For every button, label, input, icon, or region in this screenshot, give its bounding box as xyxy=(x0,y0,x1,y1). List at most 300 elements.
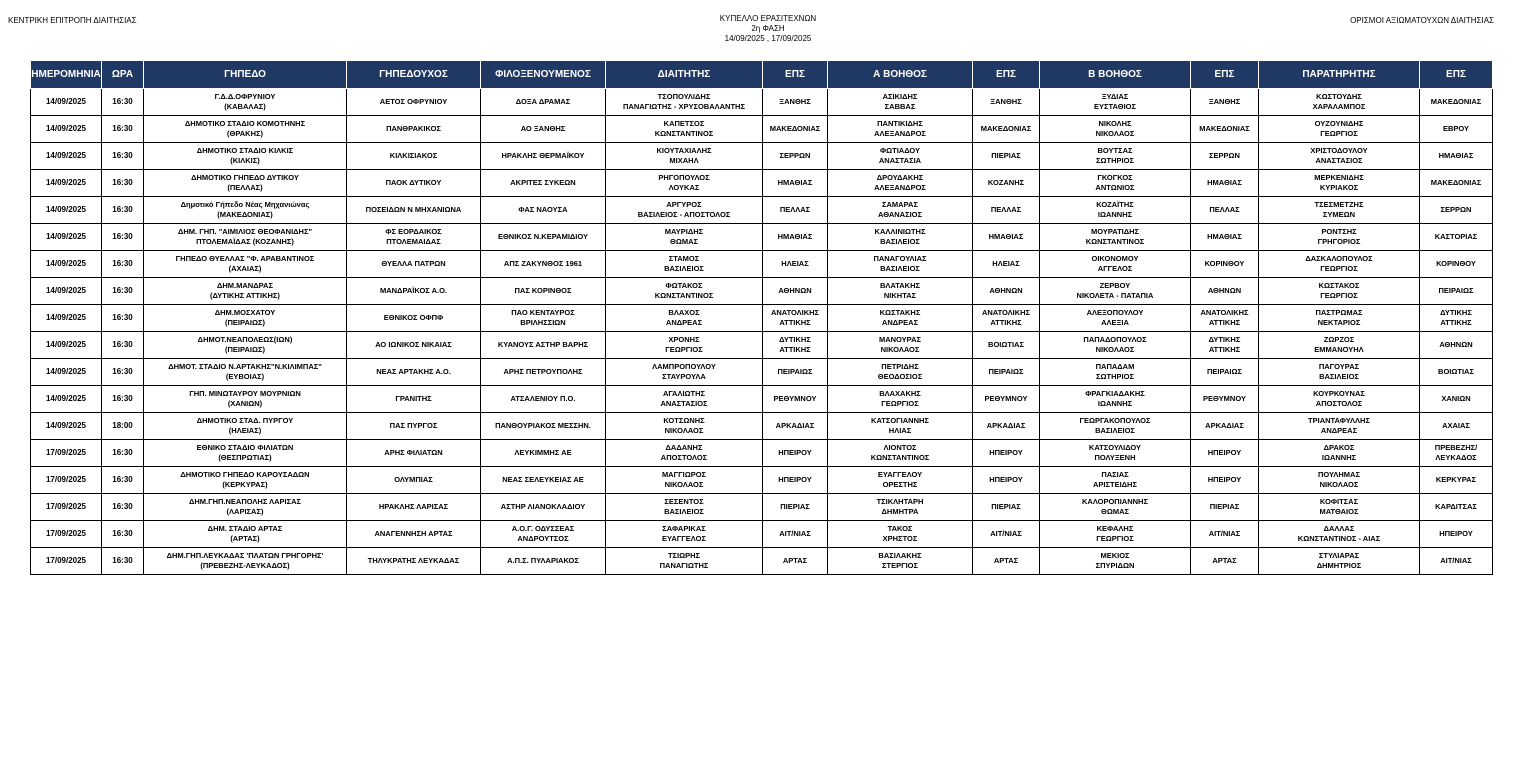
referee-cell xyxy=(606,116,763,143)
cell-line: ΠΙΕΡΙΑΣ xyxy=(1209,502,1240,511)
eps-cell xyxy=(1420,224,1493,251)
away-team-cell xyxy=(481,359,606,386)
cell-line: ΑΛΕΞΙΑ xyxy=(1101,318,1129,327)
cell-line: ΑΝΔΡΕΑΣ xyxy=(881,318,919,327)
eps-cell xyxy=(763,548,828,575)
date-cell: 17/09/2025 xyxy=(31,521,102,548)
document-subtitle: ΟΡΙΣΜΟΙ ΑΞΙΩΜΑΤΟΥΧΩΝ ΔΙΑΙΤΗΣΙΑΣ xyxy=(1350,16,1494,25)
assistant2-cell xyxy=(1040,305,1191,332)
cell-line: ΔΗΜ. ΣΤΑΔΙΟ ΑΡΤΑΣ xyxy=(207,524,283,533)
cell-line: ΠΙΕΡΙΑΣ xyxy=(991,502,1021,511)
cell-line: ΗΡΑΚΛΗΣ ΛΑΡΙΣΑΣ xyxy=(378,502,449,511)
cell-line: ΔΑΔΑΝΗΣ xyxy=(665,443,703,452)
cell-line: ΑΝΤΩΝΙΟΣ xyxy=(1095,183,1135,192)
home-team-cell xyxy=(347,197,481,224)
cell-line: ΑΝΑΓΕΝΝΗΣΗ ΑΡΤΑΣ xyxy=(374,529,453,538)
cell-line: ΔΗΜΟΤ.ΝΕΑΠΟΛΕΩΣ(ΙΩΝ) xyxy=(197,335,293,344)
referee-cell xyxy=(606,332,763,359)
cell-line: ΚΕΦΑΛΗΣ xyxy=(1096,524,1134,533)
cell-line: ΝΙΚΟΛΑΟΣ xyxy=(1095,345,1135,354)
cell-line: ΕΥΣΤΑΘΙΟΣ xyxy=(1094,102,1136,111)
eps-cell xyxy=(763,332,828,359)
away-team-cell xyxy=(481,521,606,548)
time-cell: 16:30 xyxy=(102,278,144,305)
cell-line: ΗΠΕΙΡΟΥ xyxy=(1439,529,1473,538)
cell-line: Α.Ο.Γ. ΟΔΥΣΣΕΑΣ xyxy=(511,524,575,533)
table-row xyxy=(31,332,1493,359)
cell-line: ΔΗΜ. ΓΗΠ. "ΑΙΜΙΛΙΟΣ ΘΕΟΦΑΝΙΔΗΣ" xyxy=(177,227,313,236)
cell-line: ΠΑΟΚ ΔΥΤΙΚΟΥ xyxy=(385,178,442,187)
cell-line: ΑΟ ΞΑΝΘΗΣ xyxy=(520,124,566,133)
cell-line: ΑΙΤ/ΝΙΑΣ xyxy=(1440,556,1472,565)
cell-line: ΘΩΜΑΣ xyxy=(669,237,698,246)
cell-line: ΑΝΑΣΤΑΣΙΑ xyxy=(878,156,922,165)
cell-line: ΒΑΣΙΛΕΙΟΣ xyxy=(664,507,704,516)
time-cell: 16:30 xyxy=(102,251,144,278)
cell-line: ΔΑΣΚΑΛΟΠΟΥΛΟΣ xyxy=(1305,254,1373,263)
cell-line: ΦΩΤΑΚΟΣ xyxy=(665,281,703,290)
assistant2-cell xyxy=(1040,440,1191,467)
cell-line: ΦΑΣ ΝΑΟΥΣΑ xyxy=(518,205,568,214)
cell-line: ΛΕΥΚΙΜΜΗΣ ΑΕ xyxy=(514,448,572,457)
cell-line: (ΛΑΡΙΣΑΣ) xyxy=(226,507,264,516)
away-team-cell xyxy=(481,548,606,575)
home-team-cell xyxy=(347,116,481,143)
eps-cell xyxy=(763,521,828,548)
eps-cell xyxy=(973,548,1040,575)
observer-cell xyxy=(1259,359,1420,386)
cell-line: ΗΠΕΙΡΟΥ xyxy=(778,475,812,484)
column-header: ΔΙΑΙΤΗΤΗΣ xyxy=(606,61,763,89)
cell-line: ΑΤΤΙΚΗΣ xyxy=(990,318,1022,327)
cell-line: ΚΩΝΣΤΑΝΤΙΝΟΣ xyxy=(654,291,714,300)
eps-cell xyxy=(763,359,828,386)
referee-cell xyxy=(606,197,763,224)
eps-cell xyxy=(1420,413,1493,440)
cell-line: ΗΜΑΘΙΑΣ xyxy=(988,232,1024,241)
referee-cell xyxy=(606,521,763,548)
eps-cell xyxy=(973,386,1040,413)
venue-cell xyxy=(144,197,347,224)
time-cell: 16:30 xyxy=(102,521,144,548)
referee-cell xyxy=(606,359,763,386)
cell-line: ΡΕΘΥΜΝΟΥ xyxy=(1203,394,1246,403)
eps-cell xyxy=(973,197,1040,224)
cell-line: ΤΣΙΚΛΗΤΑΡΗ xyxy=(876,497,924,506)
eps-cell xyxy=(763,467,828,494)
cell-line: ΜΟΥΡΑΤΙΔΗΣ xyxy=(1090,227,1140,236)
cell-line: ΣΤΕΡΓΙΟΣ xyxy=(881,561,918,570)
eps-cell xyxy=(1191,521,1259,548)
cell-line: ΤΗΛΥΚΡΑΤΗΣ ΛΕΥΚΑΔΑΣ xyxy=(367,556,460,565)
cell-line: ΗΠΕΙΡΟΥ xyxy=(778,448,812,457)
observer-cell xyxy=(1259,197,1420,224)
referee-cell xyxy=(606,440,763,467)
cell-line: ΓΕΩΡΓΙΟΣ xyxy=(1320,291,1358,300)
cell-line: ΒΟΥΤΣΑΣ xyxy=(1097,146,1133,155)
cell-line: ΑΛΕΞΑΝΔΡΟΣ xyxy=(874,183,926,192)
cell-line: ΑΙΤ/ΝΙΑΣ xyxy=(1208,529,1241,538)
venue-cell xyxy=(144,116,347,143)
cell-line: ΑΡΚΑΔΙΑΣ xyxy=(775,421,815,430)
cell-line: ΡΕΘΥΜΝΟΥ xyxy=(984,394,1028,403)
time-cell: 18:00 xyxy=(102,413,144,440)
cell-line: (ΠΕΙΡΑΙΩΣ) xyxy=(225,318,265,327)
table-row xyxy=(31,224,1493,251)
cell-line: (ΠΡΕΒΕΖΗΣ-ΛΕΥΚΑΔΟΣ) xyxy=(200,561,290,570)
away-team-cell xyxy=(481,413,606,440)
cell-line: ΚΙΟΥΤΑΧΙΑΛΗΣ xyxy=(656,146,712,155)
assistant2-cell xyxy=(1040,413,1191,440)
cell-line: ΡΟΝΤΣΗΣ xyxy=(1321,227,1357,236)
eps-cell xyxy=(1191,170,1259,197)
table-row xyxy=(31,278,1493,305)
time-cell: 16:30 xyxy=(102,467,144,494)
cell-line: ΔΥΤΙΚΗΣ xyxy=(1208,335,1241,344)
cell-line: ΚΩΝΣΤΑΝΤΙΝΟΣ xyxy=(1085,237,1145,246)
cell-line: ΗΜΑΘΙΑΣ xyxy=(1207,232,1242,241)
cell-line: ΗΜΑΘΙΑΣ xyxy=(777,178,813,187)
observer-cell xyxy=(1259,170,1420,197)
cell-line: (ΔΥΤΙΚΗΣ ΑΤΤΙΚΗΣ) xyxy=(210,291,280,300)
cell-line: ΟΡΕΣΤΗΣ xyxy=(882,480,918,489)
cell-line: ΤΣΙΩΡΗΣ xyxy=(667,551,701,560)
cell-line: ΣΕΡΡΩΝ xyxy=(1209,151,1240,160)
table-row xyxy=(31,548,1493,575)
cell-line: ΑΘΗΝΩΝ xyxy=(778,286,812,295)
eps-cell xyxy=(763,224,828,251)
time-cell: 16:30 xyxy=(102,170,144,197)
venue-cell xyxy=(144,467,347,494)
cell-line: ΠΑΠΑΔΟΠΟΥΛΟΣ xyxy=(1083,335,1147,344)
cell-line: ΜΑΝΔΡΑΪΚΟΣ Α.Ο. xyxy=(379,286,448,295)
cell-line: ΚΩΣΤΑΚΟΣ xyxy=(1318,281,1360,290)
eps-cell xyxy=(1420,278,1493,305)
cell-line: ΚΩΝΣΤΑΝΤΙΝΟΣ xyxy=(870,453,930,462)
referee-cell xyxy=(606,467,763,494)
cell-line: ΗΠΕΙΡΟΥ xyxy=(1207,448,1242,457)
assistant2-cell xyxy=(1040,386,1191,413)
assignments-table xyxy=(30,60,1493,575)
cell-line: ΣΕΡΡΩΝ xyxy=(779,151,811,160)
cell-line: ΧΑΝΙΩΝ xyxy=(1441,394,1471,403)
eps-cell xyxy=(1191,89,1259,116)
cell-line: ΘΩΜΑΣ xyxy=(1100,507,1129,516)
cell-line: ΖΩΡΖΟΣ xyxy=(1323,335,1355,344)
away-team-cell xyxy=(481,251,606,278)
cell-line: ΕΒΡΟΥ xyxy=(1442,124,1470,133)
cell-line: ΚΟΖΑΝΗΣ xyxy=(987,178,1025,187)
column-header: ΕΠΣ xyxy=(973,61,1040,89)
cell-line: ΑΝΑΣΤΑΣΙΟΣ xyxy=(1315,156,1363,165)
cell-line: ΡΕΘΥΜΝΟΥ xyxy=(773,394,817,403)
cell-line: ΑΚΡΙΤΕΣ ΣΥΚΕΩΝ xyxy=(510,178,576,187)
cell-line: Δημοτικό Γήπεδο Νέας Μηχανιώνας xyxy=(180,200,310,209)
cell-line: ΑΘΗΝΩΝ xyxy=(1207,286,1242,295)
table-header-row xyxy=(31,61,1493,89)
cell-line: (ΠΕΙΡΑΙΩΣ) xyxy=(225,345,265,354)
cell-line: ΑΤΣΑΛΕΝΙΟΥ Π.Ο. xyxy=(510,394,576,403)
cell-line: ΔΗΜΗΤΡΑ xyxy=(881,507,919,516)
date-cell: 17/09/2025 xyxy=(31,440,102,467)
time-cell: 16:30 xyxy=(102,89,144,116)
venue-cell xyxy=(144,332,347,359)
cell-line: ΕΥΑΓΓΕΛΟΥ xyxy=(877,470,923,479)
cell-line: ΠΕΤΡΙΔΗΣ xyxy=(881,362,919,371)
cell-line: ΝΙΚΟΛΕΤΑ - ΠΑΤΑΠΙΑ xyxy=(1076,291,1154,300)
competition-name: ΚΥΠΕΛΛΟ ΕΡΑΣΙΤΕΧΝΩΝ xyxy=(719,14,817,23)
cell-line: ΑΙΤ/ΝΙΑΣ xyxy=(779,529,811,538)
time-cell: 16:30 xyxy=(102,116,144,143)
cell-line: ΒΑΣΙΛΕΙΟΣ xyxy=(1095,426,1135,435)
cell-line: ΔΗΜ.ΓΗΠ.ΛΕΥΚΑΔΑΣ 'ΠΛΑΤΩΝ ΓΡΗΓΟΡΗΣ' xyxy=(166,551,324,560)
cell-line: ΣΑΒΒΑΣ xyxy=(884,102,916,111)
cell-line: ΓΕΩΡΓΙΟΣ xyxy=(1096,534,1134,543)
cell-line: ΙΩΑΝΝΗΣ xyxy=(1097,210,1133,219)
cell-line: ΗΜΑΘΙΑΣ xyxy=(1438,151,1474,160)
away-team-cell xyxy=(481,278,606,305)
date-cell: 14/09/2025 xyxy=(31,224,102,251)
observer-cell xyxy=(1259,521,1420,548)
cell-line: (ΕΥΒΟΙΑΣ) xyxy=(225,372,265,381)
cell-line: ΒΑΣΙΛΕΙΟΣ - ΑΠΟΣΤΟΛΟΣ xyxy=(637,210,731,219)
cell-line: ΗΠΕΙΡΟΥ xyxy=(989,475,1023,484)
assistant2-cell xyxy=(1040,359,1191,386)
table-row xyxy=(31,197,1493,224)
table-row xyxy=(31,413,1493,440)
cell-line: ΚΥΑΝΟΥΣ ΑΣΤΗΡ ΒΑΡΗΣ xyxy=(497,340,589,349)
venue-cell xyxy=(144,359,347,386)
cell-line: ΧΡΙΣΤΟΔΟΥΛΟΥ xyxy=(1310,146,1368,155)
cell-line: ΑΡΙΣΤΕΙΔΗΣ xyxy=(1093,480,1137,489)
eps-cell xyxy=(1420,143,1493,170)
cell-line: ΗΠΕΙΡΟΥ xyxy=(989,448,1023,457)
cell-line: Α.Π.Σ. ΠΥΛΑΡΙΑΚΟΣ xyxy=(507,556,579,565)
column-header: Α ΒΟΗΘΟΣ xyxy=(828,61,973,89)
assistant1-cell xyxy=(828,251,973,278)
cell-line: (ΚΑΒΑΛΑΣ) xyxy=(224,102,266,111)
referee-cell xyxy=(606,494,763,521)
venue-cell xyxy=(144,305,347,332)
cell-line: ΣΤΥΛΙΑΡΑΣ xyxy=(1318,551,1360,560)
assistant2-cell xyxy=(1040,521,1191,548)
away-team-cell xyxy=(481,332,606,359)
eps-cell xyxy=(1420,197,1493,224)
cell-line: ΠΑΣΙΑΣ xyxy=(1101,470,1129,479)
cell-line: ΖΕΡΒΟΥ xyxy=(1099,281,1131,290)
cell-line: ΜΕΚΙΟΣ xyxy=(1100,551,1130,560)
cell-line: ΑΣΤΗΡ ΛΙΑΝΟΚΛΑΔΙΟΥ xyxy=(500,502,586,511)
cell-line: ΝΙΚΟΛΑΟΣ xyxy=(1319,480,1359,489)
cell-line: ΑΠΣ ΖΑΚΥΝΘΟΣ 1961 xyxy=(503,259,583,268)
cell-line: ΜΙΧΑΗΛ xyxy=(669,156,699,165)
cell-line: ΕΘΝΙΚΟΣ Ν.ΚΕΡΑΜΙΔΙΟΥ xyxy=(497,232,589,241)
cell-line: ΓΕΩΡΓΙΟΣ xyxy=(1320,264,1358,273)
cell-line: ΑΘΗΝΩΝ xyxy=(989,286,1023,295)
cell-line: ΑΡΗΣ ΠΕΤΡΟΥΠΟΛΗΣ xyxy=(503,367,583,376)
cell-line: ΟΥΖΟΥΝΙΔΗΣ xyxy=(1314,119,1364,128)
cell-line: ΒΑΣΙΛΑΚΗΣ xyxy=(878,551,922,560)
home-team-cell xyxy=(347,251,481,278)
assistant2-cell xyxy=(1040,89,1191,116)
cell-line: ΠΕΙΡΑΙΩΣ xyxy=(1207,367,1242,376)
cell-line: ΑΝΔΡΕΑΣ xyxy=(1320,426,1358,435)
cell-line: ΑΡΗΣ ΦΙΛΙΑΤΩΝ xyxy=(384,448,443,457)
assistant1-cell xyxy=(828,359,973,386)
eps-cell xyxy=(1191,440,1259,467)
cell-line: ΑΤΤΙΚΗΣ xyxy=(779,318,811,327)
cell-line: ΠΟΛΥΞΕΝΗ xyxy=(1094,453,1136,462)
cell-line: ΜΑΚΕΔΟΝΙΑΣ xyxy=(769,124,821,133)
cell-line: ΟΙΚΟΝΟΜΟΥ xyxy=(1091,254,1139,263)
phase-label: 2η ΦΑΣΗ xyxy=(751,24,785,33)
cell-line: ΗΠΕΙΡΟΥ xyxy=(1207,475,1242,484)
eps-cell xyxy=(1191,548,1259,575)
away-team-cell xyxy=(481,386,606,413)
cell-line: ΟΛΥΜΠΙΑΣ xyxy=(394,475,433,484)
cell-line: ΔΗΜΟΤΙΚΟ ΣΤΑΔΙΟ ΚΟΜΟΤΗΝΗΣ xyxy=(184,119,306,128)
table-row xyxy=(31,89,1493,116)
cell-line: ΣΤΑΥΡΟΥΛΑ xyxy=(662,372,706,381)
venue-cell xyxy=(144,170,347,197)
venue-cell xyxy=(144,278,347,305)
cell-line: ΠΕΛΛΑΣ xyxy=(779,205,811,214)
table-row xyxy=(31,467,1493,494)
home-team-cell xyxy=(347,224,481,251)
cell-line: ΣΑΜΑΡΑΣ xyxy=(882,200,918,209)
observer-cell xyxy=(1259,89,1420,116)
cell-line: ΒΑΣΙΛΕΙΟΣ xyxy=(664,264,704,273)
cell-line: ΚΟΦΙΤΣΑΣ xyxy=(1319,497,1359,506)
cell-line: ΜΑΓΓΙΩΡΟΣ xyxy=(661,470,707,479)
observer-cell xyxy=(1259,494,1420,521)
home-team-cell xyxy=(347,89,481,116)
away-team-cell xyxy=(481,170,606,197)
cell-line: ΕΘΝΙΚΟ ΣΤΑΔΙΟ ΦΙΛΙΑΤΩΝ xyxy=(196,443,294,452)
eps-cell xyxy=(973,278,1040,305)
cell-line: ΒΛΑΧΑΚΗΣ xyxy=(879,389,921,398)
away-team-cell xyxy=(481,116,606,143)
cell-line: (ΧΑΝΙΩΝ) xyxy=(227,399,263,408)
assistant2-cell xyxy=(1040,197,1191,224)
cell-line: ΑΟ ΙΩΝΙΚΟΣ ΝΙΚΑΙΑΣ xyxy=(375,340,452,349)
column-header: ΦΙΛΟΞΕΝΟΥΜΕΝΟΣ xyxy=(481,61,606,89)
referee-cell xyxy=(606,89,763,116)
cell-line: ΚΑΛΛΙΝΙΩΤΗΣ xyxy=(874,227,926,236)
eps-cell xyxy=(973,224,1040,251)
column-header: ΕΠΣ xyxy=(763,61,828,89)
time-cell: 16:30 xyxy=(102,386,144,413)
cell-line: ΑΘΗΝΩΝ xyxy=(1439,340,1473,349)
cell-line: ΑΤΤΙΚΗΣ xyxy=(1208,318,1241,327)
cell-line: ΝΙΚΟΛΑΟΣ xyxy=(880,345,920,354)
column-header: ΩΡΑ xyxy=(102,61,144,89)
cell-line: ΦΣ ΕΟΡΔΑΙΚΟΣ xyxy=(385,227,442,236)
cell-line: ΓΕΩΡΓΑΚΟΠΟΥΛΟΣ xyxy=(1079,416,1151,425)
eps-cell xyxy=(1191,467,1259,494)
cell-line: ΚΟΤΣΩΝΗΣ xyxy=(663,416,705,425)
cell-line: ΠΑΝΑΓΙΩΤΗΣ xyxy=(659,561,709,570)
date-cell: 14/09/2025 xyxy=(31,89,102,116)
cell-line: ΛΙΟΝΤΟΣ xyxy=(883,443,917,452)
cell-line: ΔΑΛΛΑΣ xyxy=(1323,524,1355,533)
cell-line: ΔΥΤΙΚΗΣ xyxy=(1440,308,1472,317)
observer-cell xyxy=(1259,440,1420,467)
document-title xyxy=(0,14,1536,44)
referee-cell xyxy=(606,386,763,413)
cell-line: ΚΩΣΤΟΥΔΗΣ xyxy=(1316,92,1362,101)
table-row xyxy=(31,521,1493,548)
cell-line: ΔΗΜ.ΓΗΠ.ΝΕΑΠΟΛΗΣ ΛΑΡΙΣΑΣ xyxy=(188,497,302,506)
eps-cell xyxy=(973,521,1040,548)
assistant2-cell xyxy=(1040,224,1191,251)
home-team-cell xyxy=(347,548,481,575)
cell-line: ΦΡΑΓΚΙΑΔΑΚΗΣ xyxy=(1085,389,1145,398)
table-row xyxy=(31,116,1493,143)
eps-cell xyxy=(1191,251,1259,278)
cell-line: ΒΟΙΩΤΙΑΣ xyxy=(988,340,1024,349)
home-team-cell xyxy=(347,467,481,494)
assistant2-cell xyxy=(1040,143,1191,170)
eps-cell xyxy=(763,197,828,224)
cell-line: ΜΕΡΚΕΝΙΔΗΣ xyxy=(1314,173,1364,182)
cell-line: ΔΡΑΚΟΣ xyxy=(1323,443,1355,452)
cell-line: ΔΗΜΟΤΙΚΟ ΓΗΠΕΔΟ ΔΥΤΙΚΟΥ xyxy=(191,173,299,182)
eps-cell xyxy=(763,440,828,467)
date-cell: 14/09/2025 xyxy=(31,332,102,359)
away-team-cell xyxy=(481,224,606,251)
eps-cell xyxy=(1420,116,1493,143)
referee-cell xyxy=(606,278,763,305)
cell-line: ΣΑΦΑΡΙΚΑΣ xyxy=(662,524,706,533)
assistant1-cell xyxy=(828,116,973,143)
eps-cell xyxy=(763,251,828,278)
cell-line: ΗΛΕΙΑΣ xyxy=(781,259,809,268)
cell-line: ΜΑΚΕΔΟΝΙΑΣ xyxy=(1199,124,1250,133)
cell-line: ΔΗΜ.ΜΟΣΧΑΤΟΥ xyxy=(214,308,276,317)
cell-line: ΒΑΣΙΛΕΙΟΣ xyxy=(880,264,920,273)
cell-line: ΣΠΥΡΙΔΩΝ xyxy=(1095,561,1135,570)
eps-cell xyxy=(973,89,1040,116)
date-cell: 17/09/2025 xyxy=(31,467,102,494)
eps-cell xyxy=(973,413,1040,440)
time-cell: 16:30 xyxy=(102,359,144,386)
cell-line: ΑΣΙΚΙΔΗΣ xyxy=(882,92,918,101)
assistant1-cell xyxy=(828,440,973,467)
cell-line: ΠΕΙΡΑΙΩΣ xyxy=(1438,286,1474,295)
date-cell: 14/09/2025 xyxy=(31,251,102,278)
cell-line: ΠΤΟΛΕΜΑΪΔΑΣ (ΚΟΖΑΝΗΣ) xyxy=(196,237,294,246)
assistant1-cell xyxy=(828,494,973,521)
cell-line: ΑΡΤΑΣ xyxy=(782,556,808,565)
cell-line: ΕΘΝΙΚΟΣ ΟΦΠΦ xyxy=(383,313,444,322)
assistant1-cell xyxy=(828,386,973,413)
cell-line: ΓΚΟΓΚΟΣ xyxy=(1097,173,1133,182)
eps-cell xyxy=(1191,305,1259,332)
cell-line: ΚΑΤΣΟΥΛΙΔΟΥ xyxy=(1088,443,1142,452)
away-team-cell xyxy=(481,467,606,494)
cell-line: ΚΟΖΑΪΤΗΣ xyxy=(1096,200,1134,209)
cell-line: ΞΑΝΘΗΣ xyxy=(779,97,811,106)
date-cell: 14/09/2025 xyxy=(31,197,102,224)
cell-line: ΣΕΣΕΝΤΟΣ xyxy=(664,497,704,506)
column-header: ΠΑΡΑΤΗΡΗΤΗΣ xyxy=(1259,61,1420,89)
cell-line: ΓΕΩΡΓΙΟΣ xyxy=(881,399,919,408)
cell-line: ΔΗΜΟΤΙΚΟ ΣΤΑΔΙΟ ΚΙΛΚΙΣ xyxy=(196,146,294,155)
away-team-cell xyxy=(481,89,606,116)
cell-line: (ΘΡΑΚΗΣ) xyxy=(226,129,264,138)
observer-cell xyxy=(1259,467,1420,494)
